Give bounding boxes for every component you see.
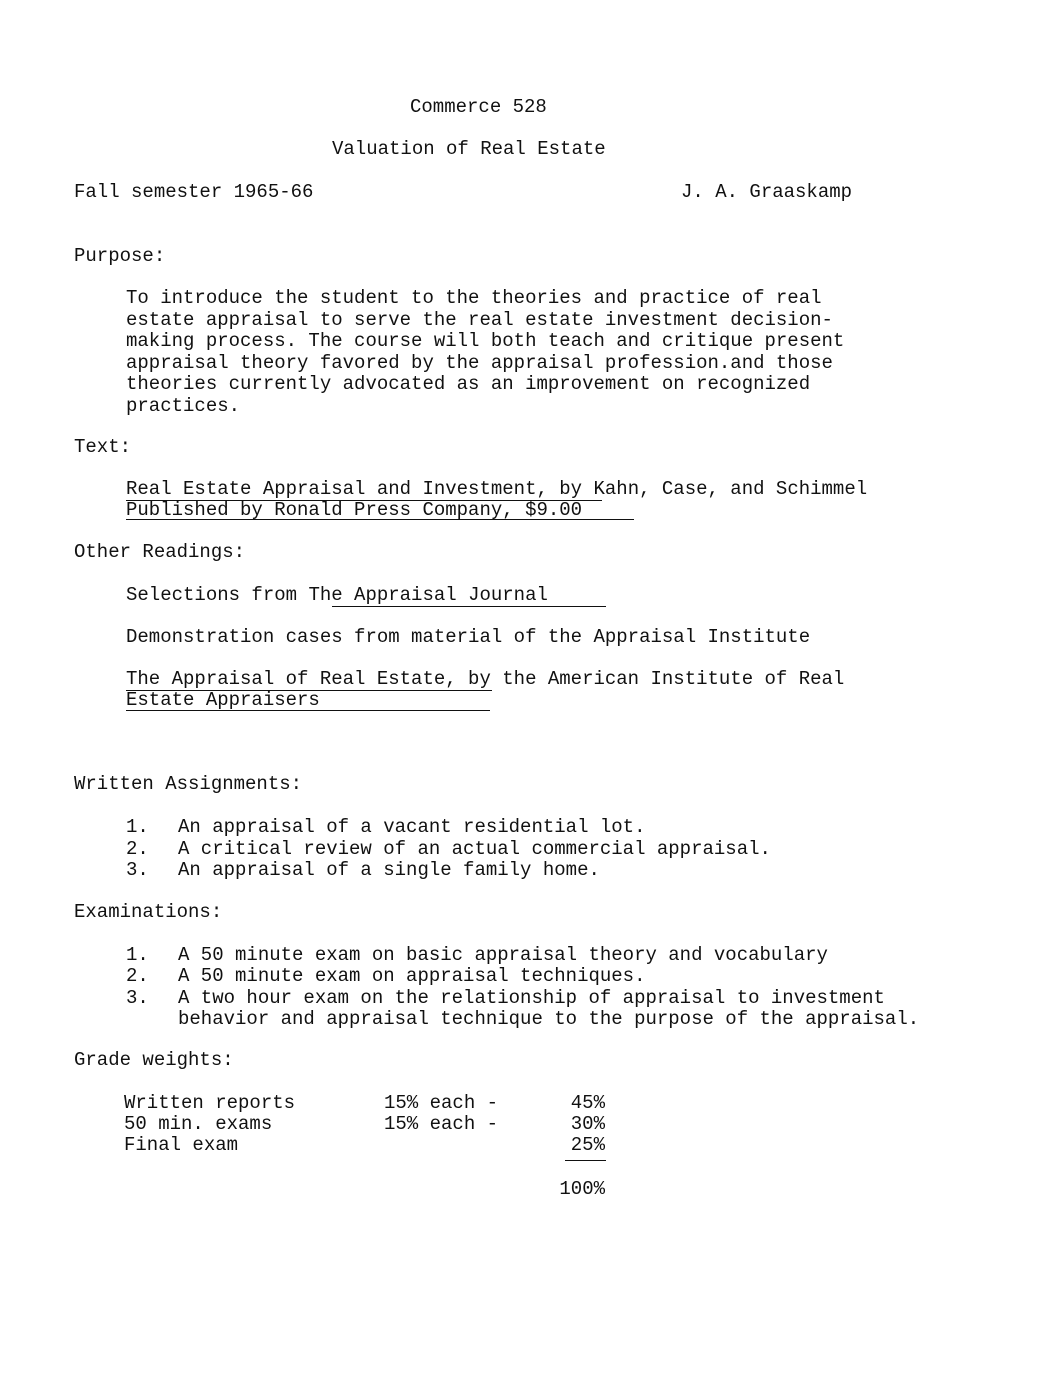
exam-number: 2. — [126, 965, 149, 987]
grade-row-total: 30% — [570, 1113, 605, 1135]
assignment-number: 3. — [126, 859, 149, 881]
exam-text: A two hour exam on the relationship of appraisal to investment — [178, 987, 885, 1009]
reading-journal-prefix: Selections from — [126, 584, 309, 606]
purpose-paragraph — [126, 288, 844, 417]
examinations-heading: Examinations: — [74, 901, 223, 923]
grade-weights-heading: Grade weights: — [74, 1049, 234, 1071]
reading-appraisal-book-authors: by the American Institute of Real — [456, 668, 845, 690]
exam-item — [126, 945, 828, 967]
assignment-item — [126, 839, 771, 861]
reading-demonstration-cases: Demonstration cases from material of the Appraisal Institute — [126, 626, 811, 648]
course-title: Valuation of Real Estate — [332, 138, 606, 160]
exam-number: 3. — [126, 987, 149, 1009]
grade-row-total: 45% — [570, 1092, 605, 1114]
exam-item — [126, 966, 645, 988]
grade-row-rate: 15% each - — [384, 1113, 499, 1135]
textbook-authors: by Kahn, Case, and Schimmel — [547, 478, 868, 500]
reading-journal — [126, 585, 548, 607]
appraisal-book-line2-underline — [126, 710, 490, 711]
other-readings-heading: Other Readings: — [74, 541, 246, 563]
reading-journal-title: The Appraisal Journal — [308, 584, 548, 606]
assignment-item — [126, 817, 645, 839]
assignment-text: An appraisal of a single family home. — [178, 859, 600, 881]
semester: Fall semester 1965-66 — [74, 181, 314, 203]
purpose-line: practices. — [126, 394, 241, 417]
exam-item — [126, 988, 885, 1010]
written-assignments-heading: Written Assignments: — [74, 773, 303, 795]
grade-row-rate: 15% each - — [384, 1092, 499, 1114]
purpose-line: estate appraisal to serve the real estate investment decision- — [126, 308, 833, 331]
exam-text: A 50 minute exam on basic appraisal theory and vocabulary — [178, 944, 828, 966]
exam-number: 1. — [126, 944, 149, 966]
reading-appraisal-book-title: The Appraisal of Real Estate, — [126, 668, 457, 690]
instructor: J. A. Graaskamp — [681, 181, 853, 203]
reading-appraisal-book — [126, 669, 844, 691]
textbook-line — [126, 479, 867, 501]
grade-row-total: 25% — [570, 1134, 605, 1156]
purpose-line: To introduce the student to the theories and practice of real — [126, 287, 822, 309]
textbook-title: Real Estate Appraisal and Investment, — [126, 478, 548, 500]
course-number: Commerce 528 — [410, 96, 547, 118]
grade-row-label: 50 min. exams — [124, 1113, 273, 1135]
assignment-number: 2. — [126, 838, 149, 860]
assignment-number: 1. — [126, 816, 149, 838]
text-heading: Text: — [74, 436, 132, 458]
textbook-publisher: Published by Ronald Press Company, $9.00 — [126, 499, 583, 521]
grade-row-label: Final exam — [124, 1134, 239, 1156]
exam-text: A 50 minute exam on appraisal techniques. — [178, 965, 646, 987]
purpose-heading: Purpose: — [74, 245, 166, 267]
reading-appraisal-book-line2: Estate Appraisers — [126, 689, 320, 711]
grade-total-rule — [565, 1160, 606, 1161]
grade-row-label: Written reports — [124, 1092, 296, 1114]
purpose-line: theories currently advocated as an improvement on recognized — [126, 373, 811, 395]
assignment-item — [126, 860, 600, 882]
journal-underline — [332, 606, 606, 607]
assignment-text: A critical review of an actual commercial appraisal. — [178, 838, 771, 860]
grade-grand-total: 100% — [559, 1178, 605, 1200]
purpose-line: appraisal theory favored by the appraisal profession.and those — [126, 351, 833, 374]
purpose-line: making process. The course will both teach and critique present — [126, 330, 845, 352]
exam-item-continuation: behavior and appraisal technique to the purpose of the appraisal. — [178, 1008, 920, 1030]
assignment-text: An appraisal of a vacant residential lot. — [178, 816, 646, 838]
publisher-underline — [126, 519, 634, 520]
